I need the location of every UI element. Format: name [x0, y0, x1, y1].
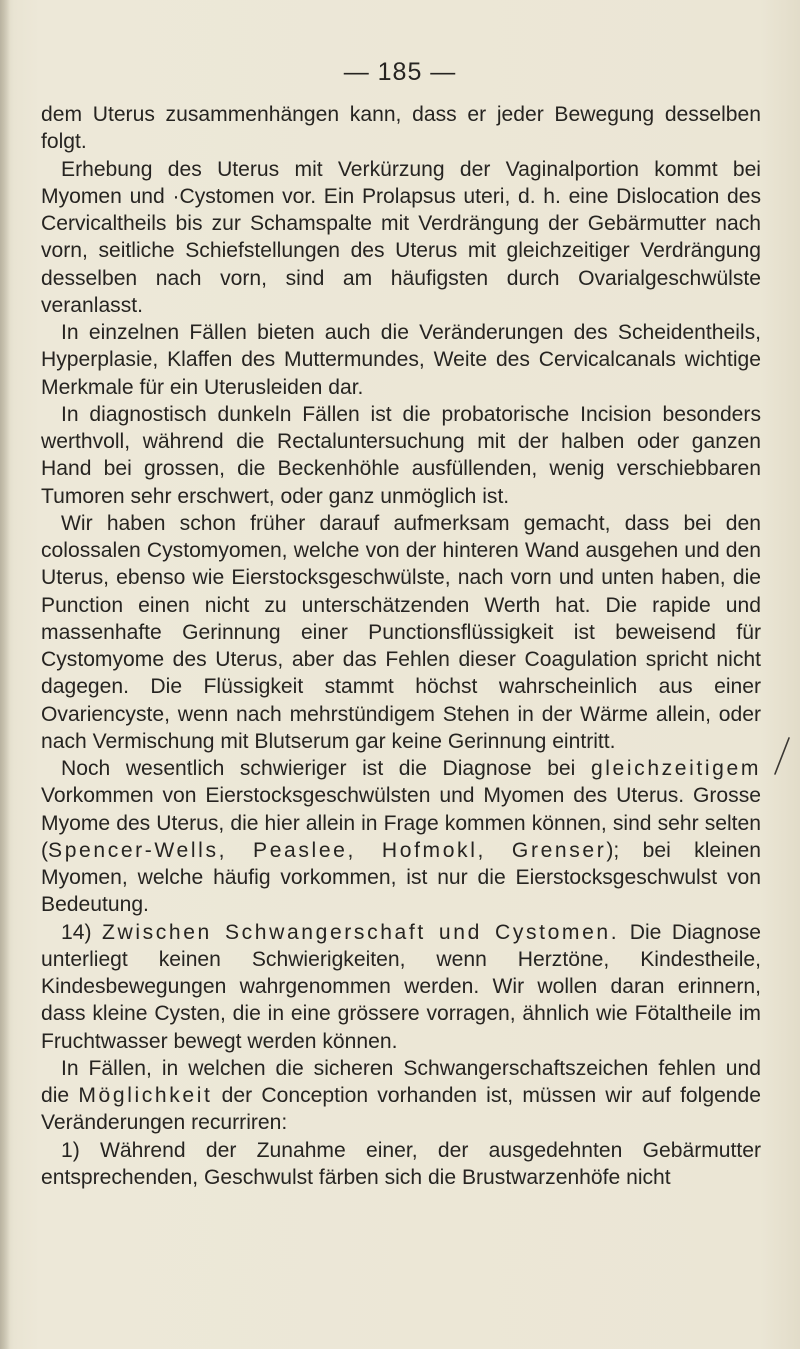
paragraph — [41, 1055, 761, 1137]
text-run: 14) — [61, 920, 102, 944]
paragraph — [41, 510, 761, 755]
paragraph — [41, 919, 761, 1055]
spaced-emphasis-text: gleichzeitigem — [590, 757, 761, 780]
binding-gutter-shadow — [0, 0, 10, 1349]
text-run: Wir haben schon früher darauf aufmerksam gemacht, dass bei den colossalen Cystomyomen, welche von der hinteren Wand ausgehen und den Uterus, ebenso wie Eierstocksgeschwülste, nach vorn und unten haben, die Punction einen nicht zu unterschätzenden Werth hat. Die rapide und massenhafte Gerinnung einer Punctionsflüssigkeit ist beweisend für Cystomyome des Uterus, aber das Fehlen dieser Coagulation spricht nicht dagegen. Die Flüssigkeit stammt höchst wahrscheinlich aus einer Ovariencyste, wenn nach mehrstündigem Stehen in der Wärme allein, oder nach Vermischung mit Blutserum gar keine Gerinnung eintritt. — [41, 511, 761, 753]
text-run: In diagnostisch dunkeln Fällen ist die probatorische Incision besonders werthvoll, während die Rectaluntersuchung mit der halben oder ganzen Hand bei grossen, die Beckenhöhle ausfüllenden, wenig verschiebbaren Tumoren sehr erschwert, oder ganz unmöglich ist. — [41, 402, 761, 508]
pencil-slash-mark-icon — [772, 736, 792, 776]
paragraph — [41, 156, 761, 320]
body-text — [41, 101, 761, 1191]
spaced-emphasis-text: Möglichkeit — [78, 1084, 213, 1107]
spaced-emphasis-text: Zwischen Schwangerschaft und Cystomen. — [102, 920, 620, 944]
text-run: Die Diagnose unterliegt keinen Schwierigkeiten, wenn Herztöne, Kindestheile, Kindesbewegungen wahrgenommen werden. Wir wollen daran erinnern, dass kleine Cysten, die in eine grössere vorragen, ähnlich wie Fötaltheile im Fruchtwasser bewegt werden können. — [41, 920, 761, 1053]
text-run: In Fällen, in welchen die sicheren Schwangerschaftszeichen fehlen und die — [41, 1056, 761, 1107]
paragraph — [41, 319, 761, 401]
paragraph — [41, 755, 761, 919]
text-run: der Conception vorhanden ist, müssen wir auf folgende Veränderungen recurriren: — [41, 1084, 761, 1135]
paragraph — [41, 101, 761, 156]
text-run: ); bei kleinen Myomen, welche häufig vorkommen, ist nur die Eierstocksgeschwulst von Bedeutung. — [41, 838, 761, 917]
text-run: Erhebung des Uterus mit Verkürzung der Vaginalportion kommt bei Myomen und ·Cystomen vor. Ein Prolapsus uteri, d. h. eine Dislocation des Cervicaltheils bis zur Schamspalte mit Verdrängung der Gebärmutter nach vorn, seitliche Schiefstellungen des Uterus mit gleichzeitiger Verdrängung desselben nach vorn, sind am häufigsten durch Ovarialgeschwülste veranlasst. — [41, 157, 761, 317]
text-run: In einzelnen Fällen bieten auch die Veränderungen des Scheidentheils, Hyperplasie, Klaffen des Muttermundes, Weite des Cervicalcanals wichtige Merkmale für ein Uterusleiden dar. — [41, 321, 761, 399]
paragraph — [41, 401, 761, 510]
text-run: 1) Während der Zunahme einer, der ausgedehnten Gebärmutter entsprechenden, Geschwulst färben sich die Brustwarzenhöfe nicht — [41, 1138, 761, 1189]
text-run: Vorkommen von Eierstocksgeschwülsten und Myomen des Uterus. Grosse Myome des Uterus, die hier allein in Frage kommen können, sind sehr selten ( — [41, 784, 761, 862]
paragraph — [41, 1137, 761, 1192]
text-run: Noch wesentlich schwieriger ist die Diagnose bei — [61, 757, 591, 780]
text-run: dem Uterus zusammenhängen kann, dass er jeder Bewegung desselben folgt. — [41, 103, 761, 154]
spaced-emphasis-text: Spencer-Wells, Peaslee, Hofmokl, Grenser — [48, 838, 607, 862]
page-number-header: — 185 — — [343, 58, 457, 86]
